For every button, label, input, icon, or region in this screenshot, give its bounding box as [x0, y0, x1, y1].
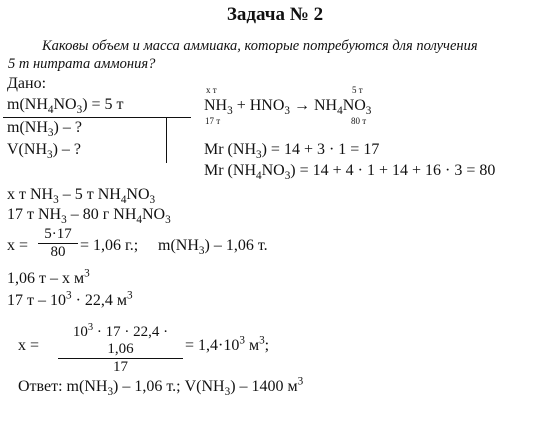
- given-label: Дано:: [7, 75, 47, 92]
- given-divider-vertical: [166, 117, 167, 163]
- given-divider-horizontal: [3, 117, 191, 118]
- calc2-fraction: [58, 324, 183, 376]
- answer-line: Ответ: $m(NH_3) - 1,06$ т.; $V(NH_3) - 1400$ $м^3$: [18, 375, 304, 399]
- find-mass-nh3: $m(NH_3)$ – ?: [7, 119, 82, 140]
- calc1-result: = 1,06 г.;: [80, 237, 139, 254]
- question-line-1: Каковы объем и масса аммиака, которые потребуются для получения: [42, 38, 478, 54]
- molar-mass-nh4no3: Mr $(NH_4NO_3) = 14 + 4 \cdot 1 + 14 + 16 \cdot 3 = 80$: [204, 162, 496, 183]
- question-line-2: 5 т нитрата аммония?: [8, 56, 156, 72]
- proportion1-line-2: 17 т $NH_3 - 80$ г $NH_4NO_3$: [7, 206, 171, 227]
- calc1-numerator: 5·17: [38, 226, 78, 244]
- given-mass-nh4no3: $m(NH_4NO_3) = 5$ т: [7, 96, 124, 117]
- reaction-below-nh4no3: 80 т: [351, 116, 367, 126]
- calc2-result: = $1,4\cdot 10^3$ $м^3$;: [185, 334, 270, 354]
- reaction-above-nh3: x т: [206, 85, 217, 95]
- reaction-above-nh4no3: 5 т: [352, 85, 363, 95]
- proportion1-line-1: x т $NH_3 - 5$ т $NH_4NO_3$: [7, 186, 156, 207]
- reaction-below-nh3: 17 т: [205, 116, 221, 126]
- reaction-equation: $NH_3 + HNO_3 \to NH_4NO_3$: [204, 97, 372, 118]
- calc1-denominator: 80: [50, 244, 66, 260]
- calc1-fraction: [38, 226, 78, 261]
- calc1-lhs: x =: [7, 237, 29, 254]
- calc2-denominator: 17: [113, 359, 128, 375]
- molar-mass-nh3: Mr $(NH_3) = 14 + 3 \cdot 1 = 17$: [204, 141, 380, 162]
- proportion2-line-1: 1,06 т – x $м^3$: [7, 267, 90, 287]
- calc2-lhs: x =: [18, 337, 40, 354]
- find-volume-nh3: $V(NH_3)$ – ?: [7, 141, 82, 162]
- page-title: Задача № 2: [226, 4, 324, 25]
- proportion2-line-2: 17 $т - 10^3 \cdot 22,4$ $м^3$: [7, 289, 133, 309]
- calc2-numerator: $10^3 \cdot 17 \cdot 22,4 \cdot 1,06$: [58, 324, 183, 359]
- calc1-mass: $m(NH_3) - 1,06$ т.: [158, 237, 268, 258]
